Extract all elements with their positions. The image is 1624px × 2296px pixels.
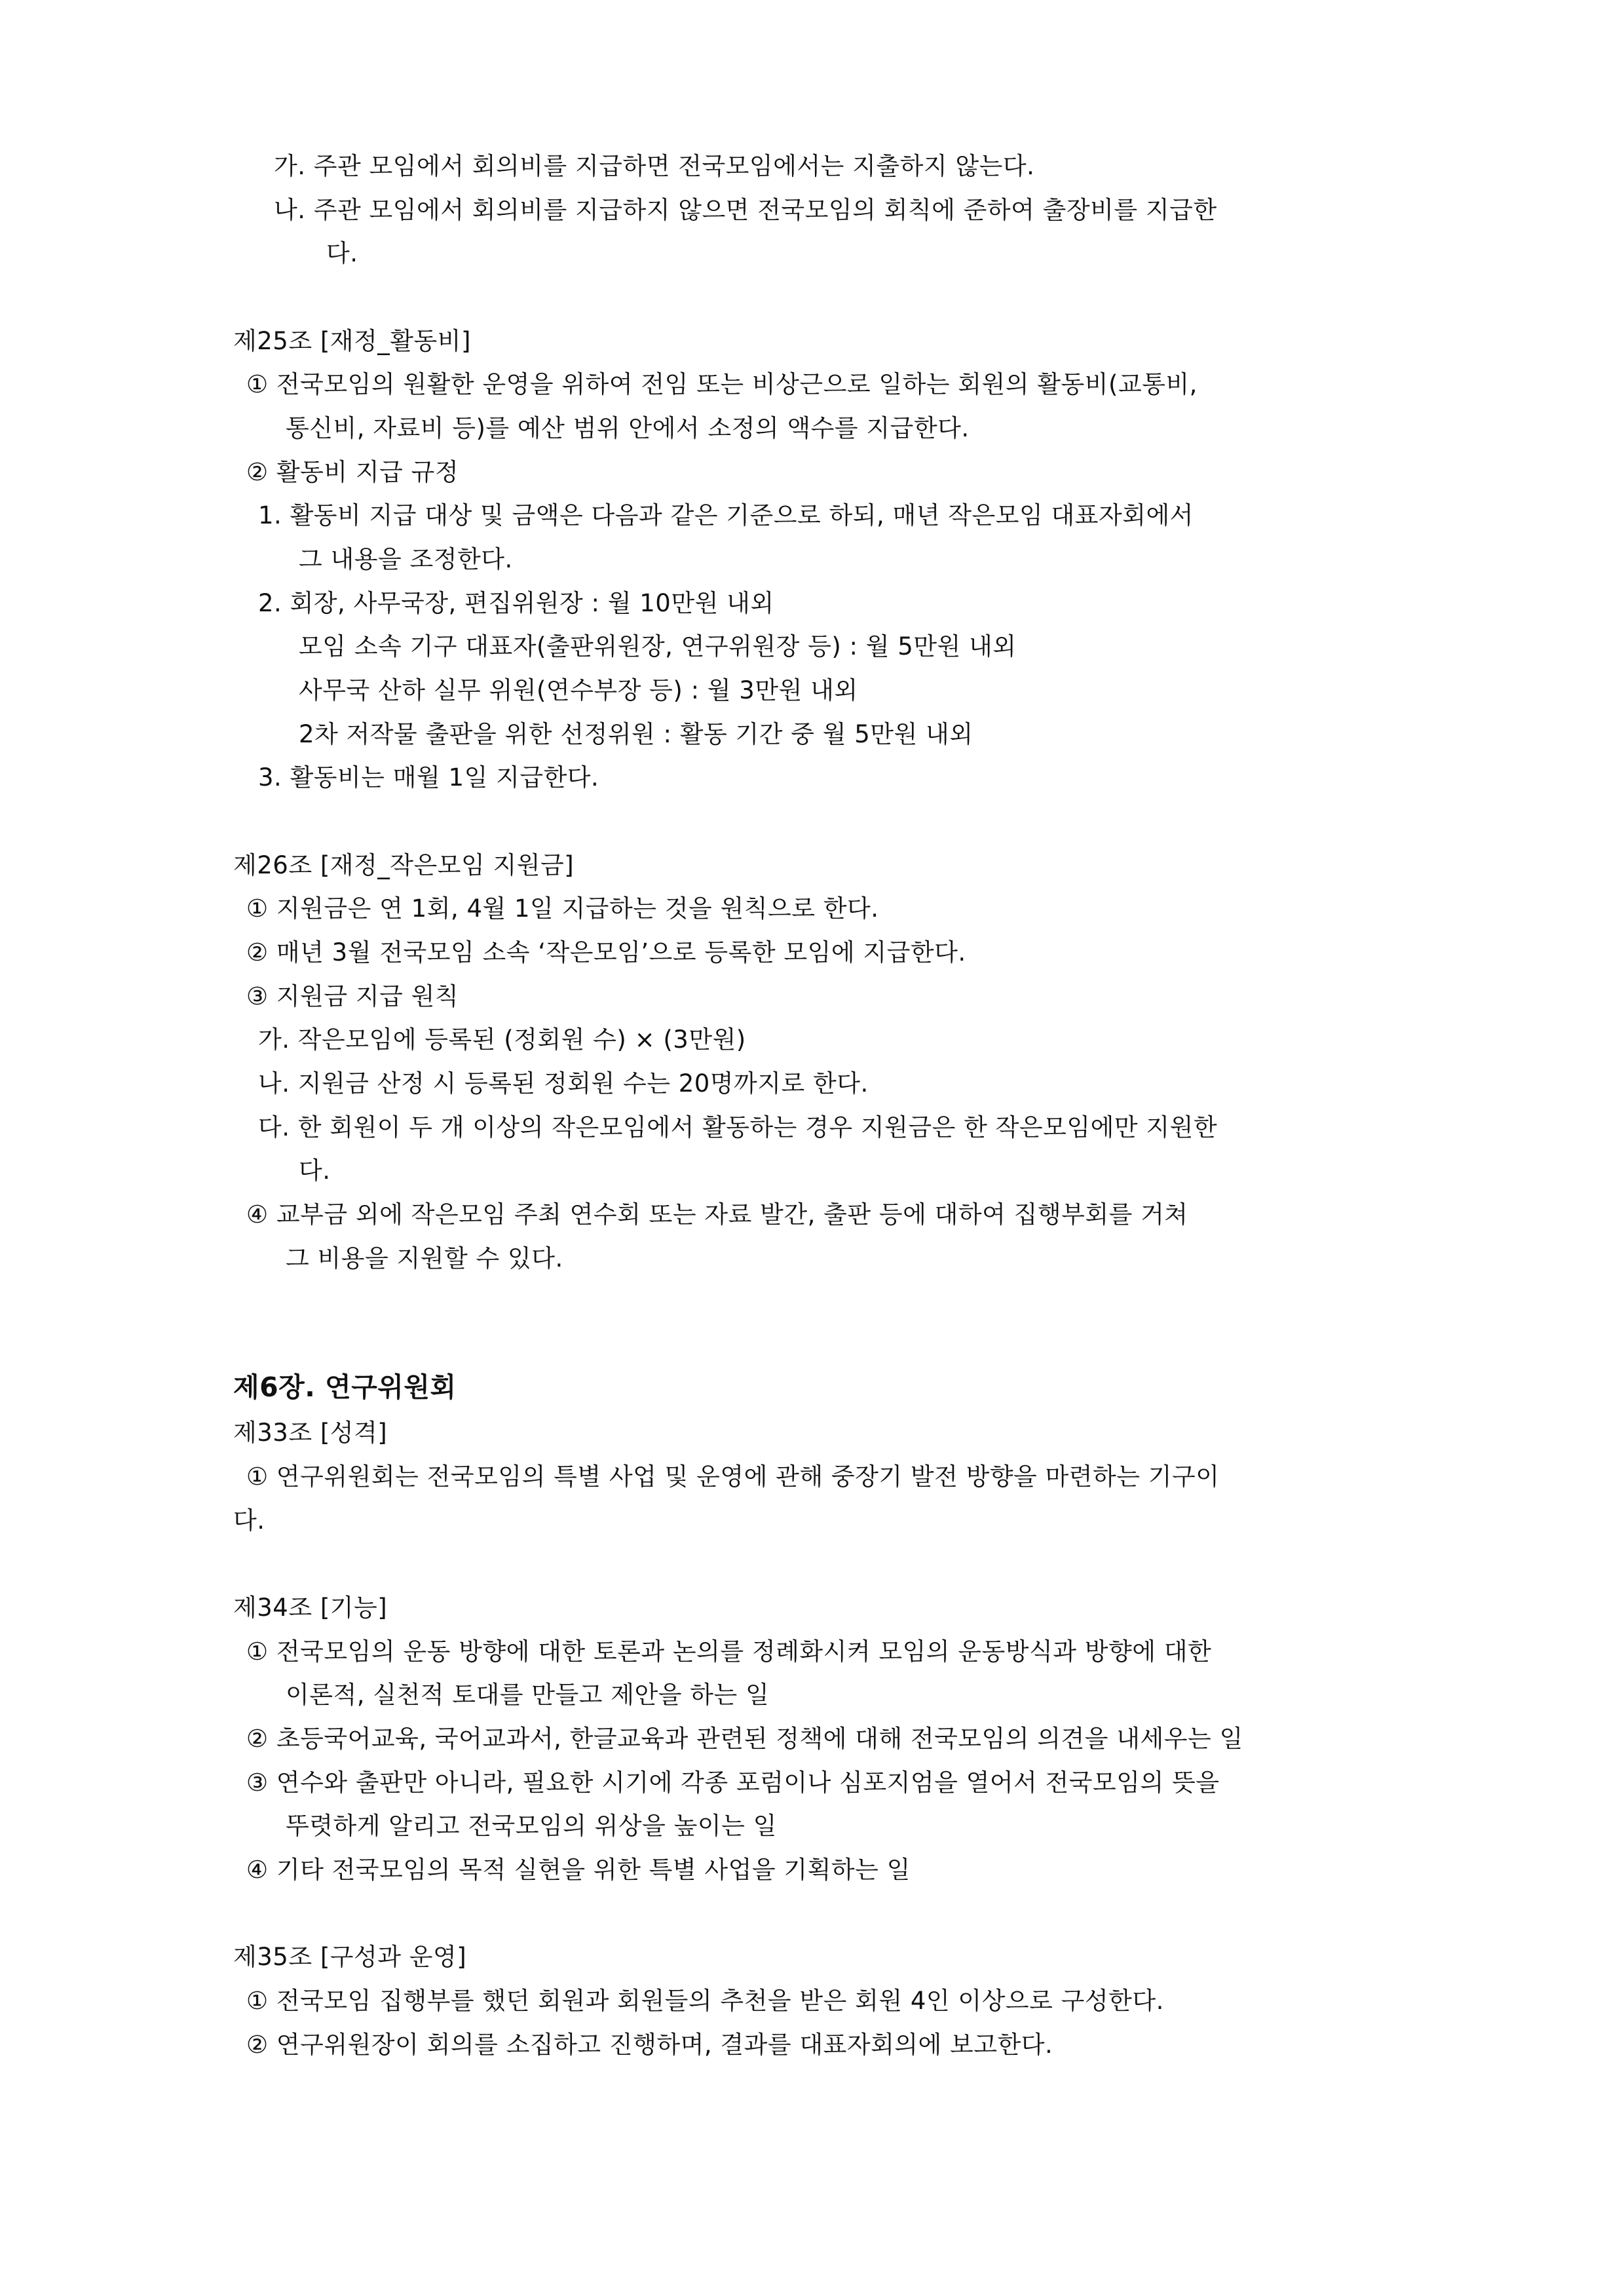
text-line: 통신비, 자료비 등)를 예산 범위 안에서 소정의 액수를 지급한다. <box>286 414 970 442</box>
chapter-heading: 제6장. 연구위원회 <box>233 1371 457 1403</box>
text-line: 1. 활동비 지급 대상 및 금액은 다음과 같은 기준으로 하되, 매년 작은모임 대표자회에서 <box>258 501 1194 529</box>
text-line: 가. 주관 모임에서 회의비를 지급하면 전국모임에서는 지출하지 않는다. <box>274 152 1035 180</box>
article-heading: 제33조 [성격] <box>233 1419 388 1447</box>
text-line: 사무국 산하 실무 위원(연수부장 등) : 월 3만원 내외 <box>299 676 858 704</box>
text-line: ② 매년 3월 전국모임 소속 ‘작은모임’으로 등록한 모임에 지급한다. <box>246 938 966 966</box>
text-line: 다. <box>233 1506 265 1535</box>
text-line: 3. 활동비는 매월 1일 지급한다. <box>258 763 599 792</box>
text-line: ① 전국모임 집행부를 했던 회원과 회원들의 추천을 받은 회원 4인 이상으로 구성한다. <box>246 1987 1164 2015</box>
text-line: 모임 소속 기구 대표자(출판위원장, 연구위원장 등) : 월 5만원 내외 <box>299 632 1017 660</box>
article-heading: 제34조 [기능] <box>233 1594 388 1622</box>
text-line: 2차 저작물 출판을 위한 선정위원 : 활동 기간 중 월 5만원 내외 <box>299 720 973 748</box>
text-line: ① 전국모임의 운동 방향에 대한 토론과 논의를 정례화시켜 모임의 운동방식과 방향에 대한 <box>246 1637 1212 1666</box>
text-line: 그 비용을 지원할 수 있다. <box>286 1244 563 1272</box>
text-line: ③ 지원금 지급 원칙 <box>246 982 459 1010</box>
text-line: 다. 한 회원이 두 개 이상의 작은모임에서 활동하는 경우 지원금은 한 작은모임에만 지원한 <box>258 1113 1218 1141</box>
article-heading: 제25조 [재정_활동비] <box>233 327 471 355</box>
article-heading: 제26조 [재정_작은모임 지원금] <box>233 851 575 879</box>
text-line: ① 전국모임의 원활한 운영을 위하여 전임 또는 비상근으로 일하는 회원의 활동비(교통비, <box>246 370 1198 398</box>
text-line: 나. 지원금 산정 시 등록된 정회원 수는 20명까지로 한다. <box>258 1069 869 1098</box>
text-line: 이론적, 실천적 토대를 만들고 제안을 하는 일 <box>286 1681 770 1709</box>
text-line: ② 초등국어교육, 국어교과서, 한글교육과 관련된 정책에 대해 전국모임의 의견을 내세우는 일 <box>246 1725 1243 1753</box>
text-line: 그 내용을 조정한다. <box>299 545 513 573</box>
text-line: 가. 작은모임에 등록된 (정회원 수) × (3만원) <box>258 1025 746 1054</box>
article-heading: 제35조 [구성과 운영] <box>233 1943 467 1971</box>
text-line: 다. <box>299 1157 331 1185</box>
text-line: 뚜렷하게 알리고 전국모임의 위상을 높이는 일 <box>286 1812 777 1840</box>
text-line: 나. 주관 모임에서 회의비를 지급하지 않으면 전국모임의 회칙에 준하여 출장비를 지급한 <box>274 196 1217 224</box>
text-line: ② 활동비 지급 규정 <box>246 458 459 486</box>
text-line: ② 연구위원장이 회의를 소집하고 진행하며, 결과를 대표자회의에 보고한다. <box>246 2031 1053 2059</box>
text-line: 2. 회장, 사무국장, 편집위원장 : 월 10만원 내외 <box>258 589 774 617</box>
text-line: ③ 연수와 출판만 아니라, 필요한 시기에 각종 포럼이나 심포지엄을 열어서 전국모임의 뜻을 <box>246 1769 1220 1797</box>
text-line: ④ 기타 전국모임의 목적 실현을 위한 특별 사업을 기획하는 일 <box>246 1856 911 1884</box>
text-line: 다. <box>326 239 358 267</box>
text-line: ① 연구위원회는 전국모임의 특별 사업 및 운영에 관해 중장기 발전 방향을 마련하는 기구이 <box>246 1463 1220 1491</box>
text-line: ① 지원금은 연 1회, 4월 1일 지급하는 것을 원칙으로 한다. <box>246 894 879 923</box>
text-line: ④ 교부금 외에 작은모임 주최 연수회 또는 자료 발간, 출판 등에 대하여 집행부회를 거쳐 <box>246 1200 1188 1229</box>
